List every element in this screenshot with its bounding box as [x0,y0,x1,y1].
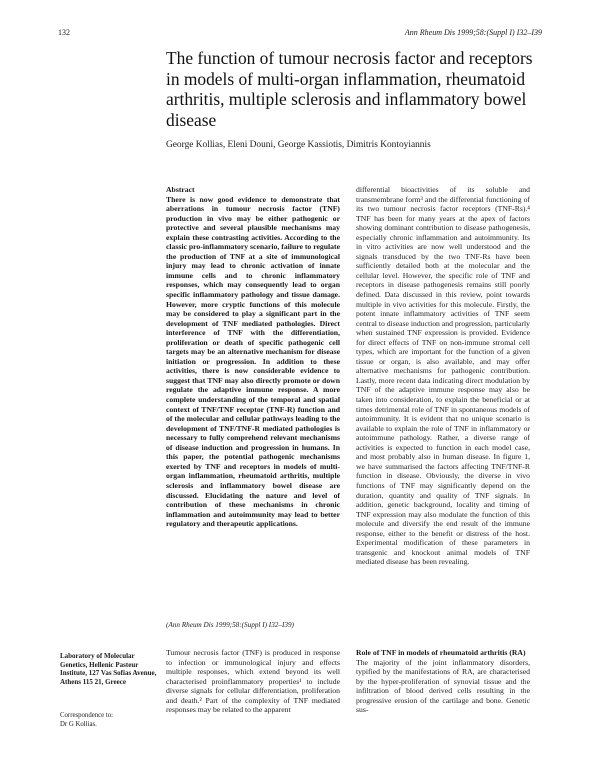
author-affiliation: Laboratory of Molecular Genetics, Hellenic Pasteur Institute, 127 Vas Sofias Avenue, Athens 115 21, Greece [60,652,157,686]
abstract-citation: (Ann Rheum Dis 1999;58:(Suppl I) I32–I39) [166,621,294,629]
abstract-heading: Abstract [166,185,195,194]
body-column-right: differential bioactivities of its soluble and transmembrane form³ and the differential functioning of its two tumour necrosis factor receptors (TNF-Rs).⁴ TNF has been for many years at the apex of factors showing dominant contribution to disease pathogenesis, especially chronic inflammation and autoimmunity. Its in vitro activities are now well understood and the signals transduced by the two TNF-Rs have been sufficiently detailed both at the molecular and the cellular level. However, the specific role of TNF and receptors in disease pathogenesis remains still poorly defined. Data discussed in this review, point towards multiple in vivo activities for this molecule. Firstly, the potent innate inflammatory activities of TNF seem central to disease induction and progression, particularly when sustained TNF expression is provided. Evidence for direct effects of TNF on non-immune stromal cell types, which are important for the function of a given tissue or organ, is also available, and may offer alternative mechanisms for pathogenic contribution. Lastly, more recent data indicating direct modulation by TNF of the adaptive immune response may also be taken into consideration, to explain the beneficial or at times detrimental role of TNF in spontaneous models of autoimmunity. It is evident that no unique scenario is available to explain the role of TNF in inflammatory or autoimmune pathology. Rather, a diverse range of activities is expected to function in each model case, and most probably also in human disease. In figure 1, we have summarised the factors affecting TNF/TNF-R function in disease. Obviously, the diverse in vivo functions of TNF may significantly depend on the duration, quantity and quality of TNF signals. In addition, genetic background, locality and timing of TNF expression may also modulate the function of this molecule and diversify the end result of the immune response, either to the benefit or distress of the host. Experimental modification of these parameters in transgenic and knockout animal models of TNF mediated disease has been revealing. [356,185,530,567]
correspondence [60,712,160,729]
journal-reference: Ann Rheum Dis 1999;58:(Suppl I) I32–I39 [404,28,542,37]
article-title: The function of tumour necrosis factor and receptors in models of multi-organ inflammation, rheumatoid arthritis, multiple sclerosis and inflammatory bowel disease [166,48,533,130]
body-column-left: Tumour necrosis factor (TNF) is produced in response to infection or immunological injury and effects multiple responses, which extend beyond its well characterised proinflammatory properties¹ to include diverse signals for cellular differentiation, proliferation and death.² Part of the complexity of TNF mediated responses may be related to the apparent [166,648,340,715]
section-text: The majority of the joint inflammatory disorders, typified by the manifestations of RA, are characterised by the hyper-proliferation of synovial tissue and the infiltration of blood derived cells resulting in the progressive erosion of the cartilage and bone. Genetic sus- [356,657,530,715]
section-ra [356,648,530,715]
page-number: 132 [58,28,70,37]
abstract [166,185,340,529]
author-list: George Kollias, Eleni Douni, George Kassiotis, Dimitris Kontoyiannis [166,140,431,150]
correspondence-name: Dr G Kollias. [60,720,97,728]
correspondence-label: Correspondence to: [60,712,114,719]
section-heading: Role of TNF in models of rheumatoid arthritis (RA) [356,648,526,657]
abstract-text: There is now good evidence to demonstrate that aberrations in tumour necrosis factor (TNF) production in vivo may be either pathogenic or protective and several plausible mechanisms may explain these contrasting activities. According to the classic pro-inflammatory scenario, failure to regulate the production of TNF at a site of immunological injury may lead to chronic activation of innate immune cells and to chronic inflammatory responses, which may consequently lead to organ specific inflammatory pathology and tissue damage. However, more cryptic functions of this molecule may be considered to play a significant part in the development of TNF mediated pathologies. Direct interference of TNF with the differentiation, proliferation or death of specific pathogenic cell targets may be an alternative mechanism for disease initiation or progression. In addition to these activities, there is now considerable evidence to suggest that TNF may also directly promote or down regulate the adaptive immune response. A more complete understanding of the temporal and spatial context of TNF/TNF receptor (TNF-R) function and of the molecular and cellular pathways leading to the development of TNF/TNF-R mediated pathologies is necessary to fully comprehend relevant mechanisms of disease induction and progression in humans. In this paper, the potential pathogenic mechanisms exerted by TNF and receptors in models of multi-organ inflammation, rheumatoid arthritis, multiple sclerosis and inflammatory bowel disease are discussed. Elucidating the nature and level of contribution of these mechanisms in chronic inflammation and autoimmunity may lead to better regulatory and therapeutic applications. [166,194,340,529]
